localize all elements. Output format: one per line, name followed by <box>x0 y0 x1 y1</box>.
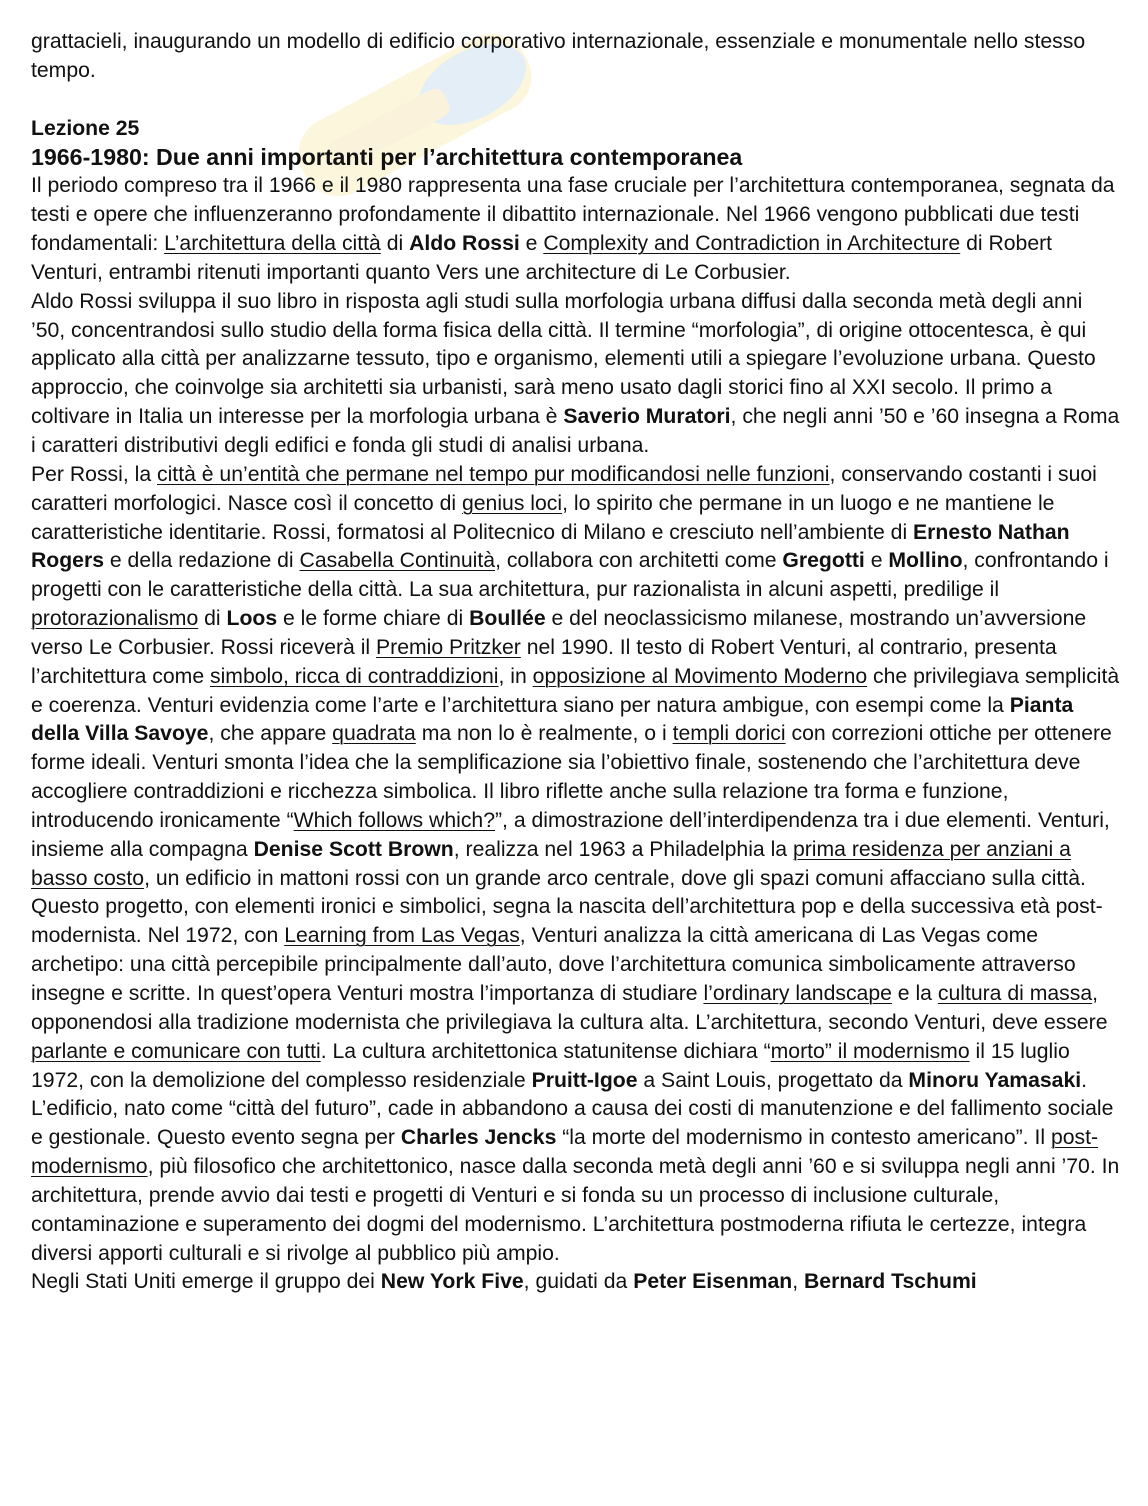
text-run: , conservando costanti i suoi caratteri morfologici. Nasce così il concetto di <box>31 462 1097 515</box>
bold-name: Peter Eisenman <box>633 1270 793 1294</box>
underlined-term: L’architettura della città <box>164 232 381 256</box>
text-run: , un edificio in mattoni rossi con un grande arco centrale, dove gli spazi comuni affacciano sulla città. Questo progetto, con elementi ironici e simbolici, segna la nascita dell’architettura pop e della successiva età post-modernista. Nel 1972, con <box>31 866 1103 948</box>
text-run: che privilegiava semplicità e coerenza. Venturi evidenzia come l’arte e l’architettura siano per natura ambigue, con esempi come la <box>31 664 1120 717</box>
underlined-term: Complexity and Contradiction in Architecture <box>543 232 961 256</box>
text-run: e <box>519 232 544 256</box>
bold-name: Gregotti <box>782 549 865 573</box>
paragraph-4 <box>31 1268 1121 1297</box>
text-run: , in <box>498 664 533 688</box>
text-run: Negli Stati Uniti emerge il gruppo dei <box>31 1270 381 1294</box>
intro-paragraph <box>31 28 1121 86</box>
bold-name: Minoru Yamasaki <box>908 1068 1082 1092</box>
bold-name: Aldo Rossi <box>409 232 520 256</box>
underlined-term: prima residenza per anziani a basso costo <box>31 837 1071 890</box>
underlined-term: protorazionalismo <box>31 607 199 631</box>
underlined-term: quadrata <box>332 722 416 746</box>
underlined-term: Premio Pritzker <box>376 635 521 659</box>
underlined-term: Learning from Las Vegas <box>284 924 520 948</box>
paragraph-3 <box>31 461 1121 1269</box>
lesson-title: 1966-1980: Due anni importanti per l’architettura contemporanea <box>31 144 743 171</box>
underlined-term: parlante e comunicare con tutti <box>31 1039 321 1063</box>
blank-line <box>31 86 1121 115</box>
text-run: e le forme chiare di <box>277 607 470 631</box>
text-run: Aldo Rossi sviluppa il suo libro in risposta agli studi sulla morfologia urbana diffusi dalla seconda metà degli anni ’50, concentrandosi sullo studio della forma fisica della città. Il termine “morfologia”, di origine ottocentesca, è qui applicato alla città per analizzarne tessuto, tipo e organismo, elementi utili a spiegare l’evoluzione urbana. Questo approccio, che coinvolge sia architetti sia urbanisti, sarà meno usato dagli storici fino al XXI secolo. Il primo a coltivare in Italia un interesse per la morfologia urbana è <box>31 289 1096 429</box>
text-run: , opponendosi alla tradizione modernista che privilegiava la cultura alta. L’architettura, secondo Venturi, deve essere <box>31 982 1108 1034</box>
text-run: con correzioni ottiche per ottenere forme ideali. Venturi smonta l’idea che la semplificazione sia l’obiettivo finale, sostenendo che l’architettura deve accogliere contraddizioni e ricchezza simbolica. Il libro riflette anche sulla relazione tra forma e funzione, introducendo ironicamente “ <box>31 722 1112 832</box>
text-run: ”, a dimostrazione dell’interdipendenza tra i due elementi. Venturi, insieme alla compagna <box>31 808 1110 861</box>
underlined-term: post-modernismo <box>31 1126 1099 1179</box>
text-run: , che appare <box>208 722 333 746</box>
paragraph-2 <box>31 288 1121 461</box>
underlined-term: l’ordinary landscape <box>703 982 892 1005</box>
underlined-term: opposizione al Movimento Moderno <box>532 664 868 688</box>
bold-name: Pruitt-Igoe <box>531 1068 638 1092</box>
text-run: nel 1990. Il testo di Robert Venturi, al contrario, presenta l’architettura come <box>31 635 1057 688</box>
text-run: , guidati da <box>523 1270 634 1294</box>
bold-name: Pianta della Villa Savoye <box>31 693 1074 746</box>
text-run: Per Rossi, la <box>31 462 157 486</box>
underlined-term: genius loci <box>461 491 563 515</box>
text-run: di <box>198 607 227 631</box>
bold-name: Ernesto Nathan Rogers <box>31 520 1070 573</box>
text-run: , <box>792 1270 804 1294</box>
text-run: . L’edificio, nato come “città del futuro”, cade in abbandono a causa dei costi di manutenzione e del fallimento sociale e gestionale. Questo evento segna per <box>31 1068 1114 1150</box>
bold-name: Mollino <box>888 549 963 573</box>
text-run: Il periodo compreso tra il 1966 e il 1980 rappresenta una fase cruciale per l’architettura contemporanea, segnata da testi e opere che influenzeranno profondamente il dibattito internazionale. Nel 1966 vengono pubblicati due testi fondamentali: <box>31 174 1115 256</box>
text-run: . La cultura architettonica statunitense dichiara “ <box>320 1039 771 1063</box>
text-run: di <box>380 232 410 256</box>
paragraph-1 <box>31 172 1121 287</box>
text-run: , collabora con architetti come <box>495 549 783 573</box>
bold-name: Saverio Muratori <box>563 405 731 429</box>
text-run: e <box>864 549 889 573</box>
text-run: , che negli anni ’50 e ’60 insegna a Roma i caratteri distributivi degli edifici e fonda gli studi di analisi urbana. <box>31 405 1120 457</box>
text-run: ma non lo è realmente, o i <box>415 722 673 746</box>
bold-name: Bernard Tschumi <box>804 1270 977 1294</box>
underlined-term: Which follows which? <box>293 808 495 832</box>
underlined-term: templi dorici <box>672 722 786 746</box>
underlined-term: cultura di massa <box>937 982 1093 1005</box>
text-run: , Venturi analizza la città americana di Las Vegas come archetipo: una città percepibile principalmente dall’auto, dove l’architettura comunica simbolicamente attraverso insegne e scritte. In quest’opera Venturi mostra l’importanza di studiare <box>31 924 1076 1005</box>
text-run: a Saint Louis, progettato da <box>637 1068 909 1092</box>
underlined-term: simbolo, ricca di contraddizioni <box>210 664 499 688</box>
text-run: e la <box>891 982 938 1005</box>
intro-text: grattacieli, inaugurando un modello di edificio corporativo internazionale, essenziale e monumentale nello stesso tempo. <box>31 30 1086 82</box>
text-run: , confrontando i progetti con le caratteristiche della città. La sua architettura, pur razionalista in alcuni aspetti, predilige il <box>31 549 1109 602</box>
bold-name: Boullée <box>469 607 546 631</box>
bold-name: New York Five <box>380 1270 524 1294</box>
text-run: il 15 luglio 1972, con la demolizione del complesso residenziale <box>31 1039 1070 1092</box>
underlined-term: città è un’entità che permane nel tempo pur modificandosi nelle funzioni <box>157 462 830 486</box>
text-run: “la morte del modernismo in contesto americano”. Il <box>556 1126 1051 1150</box>
underlined-term: Casabella Continuità <box>299 549 496 573</box>
text-run: , più filosofico che architettonico, nasce dalla seconda metà degli anni ’60 e si sviluppa negli anni ’70. In architettura, prende avvio dai testi e progetti di Venturi e si fonda su un processo di inclusione culturale, contaminazione e superamento dei dogmi del modernismo. L’architettura postmoderna rifiuta le certezze, integra diversi apporti culturali e si rivolge al pubblico più ampio. <box>31 1155 1120 1265</box>
text-run: e della redazione di <box>104 549 300 573</box>
bold-name: Loos <box>226 607 278 631</box>
lesson-label: Lezione 25 <box>31 116 140 140</box>
text-run: e del neoclassicismo milanese, mostrando un’avversione verso Le Corbusier. Rossi riceverà il <box>31 607 1087 659</box>
text-run: di Robert Venturi, entrambi ritenuti importanti quanto Vers une architecture di Le Corbusier. <box>31 232 1053 284</box>
text-run: , realizza nel 1963 a Philadelphia la <box>453 837 793 861</box>
bold-name: Denise Scott Brown <box>253 837 454 861</box>
text-run: , lo spirito che permane in un luogo e ne mantiene le caratteristiche identitarie. Rossi, formatosi al Politecnico di Milano e cresciuto nell’ambiente di <box>31 491 1055 544</box>
document-page <box>31 28 1121 1297</box>
bold-name: Charles Jencks <box>400 1126 557 1150</box>
underlined-term: morto” il modernismo <box>770 1039 970 1063</box>
